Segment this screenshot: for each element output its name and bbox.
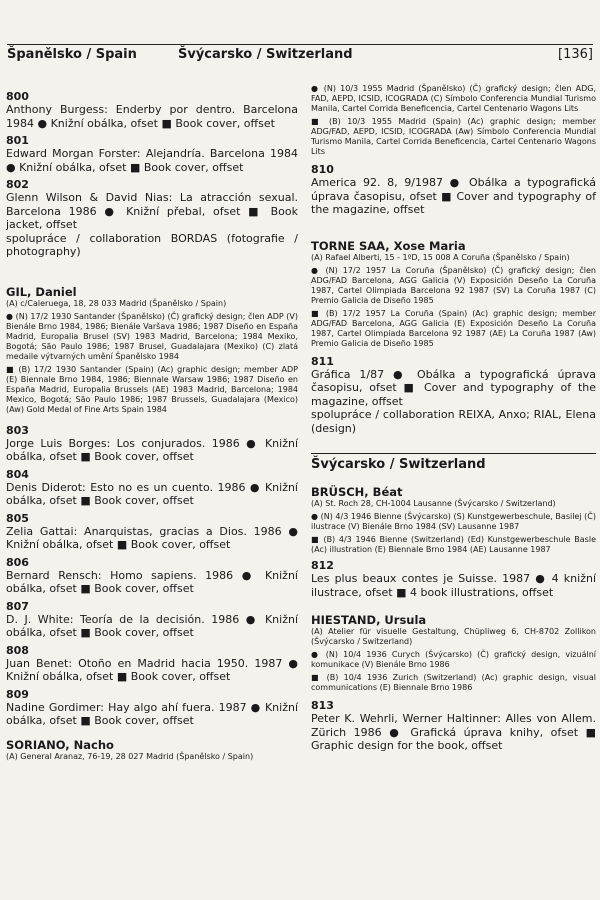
entry-number: 807 [6, 599, 29, 613]
designer-address: (A) Atelier für visuelle Gestaltung, Chüpliweg 6, CH-8702 Zollikon (Švýcarsko / Switzerland) [311, 627, 596, 646]
designer-name: SORIANO, Nacho [6, 737, 114, 752]
entry-text: Anthony Burgess: Enderby por dentro. Barcelona 1984 ● Knižní obálka, ofset ■ Book cover, offset [6, 103, 298, 130]
entry-text: Zelia Gattai: Anarquistas, gracias a Dios. 1986 ● Knižní obálka, ofset ■ Book cover, offset [6, 524, 298, 551]
designer-bio-czech: ● (N) 4/3 1946 Bienne (Švýcarsko) (S) Kunstgewerbeschule, Basilej (Č) ilustrace (V) Bienále Brno 1984 (SV) Lausanne 1987 [311, 512, 596, 531]
entry-number: 802 [6, 178, 29, 191]
entry-text: Edward Morgan Forster: Alejandría. Barcelona 1984 ● Knižní obálka, ofset ■ Book cover, offset [6, 147, 298, 174]
designer-name: BRÜSCH, Béat [311, 485, 403, 499]
entry-number: 810 [311, 163, 334, 176]
entry-number: 805 [6, 511, 29, 525]
designer-bio-english: ■ (B) 10/3 1955 Madrid (Spain) (Ac) graphic design; member ADG/FAD, AEPD, ICSID, ICOGRADA (Aw) Símbolo Conferencia Mundial Turismo Manila, Cartel Corrida Beneficencia, Cartel Centenario Wagons Lits [311, 117, 596, 156]
right-column [311, 84, 596, 753]
designer-name: HIESTAND, Ursula [311, 613, 427, 627]
entry-number: 806 [6, 555, 29, 569]
entry-number: 800 [6, 90, 29, 103]
entry-number: 809 [6, 687, 29, 701]
designer-bio-czech: ● (N) 17/2 1930 Santander (Španělsko) (Č) grafický design; člen ADP (V) Bienále Brno 1984, 1986; Bienále Varšava 1986; 1987 Diseño en España Madrid, Europalia Brusel (SV) 1983 Madrid, Barcelona; 1984 Mexiko, Bogotá; São Paulo 1986; 1987 Brusel, Guadalajara (Mexiko) (C) zlatá medaile výtvarných umění Španělsko 1984 [6, 311, 298, 361]
entry-number: 801 [6, 134, 29, 147]
entry-text: Gráfica 1/87 ● Obálka a typografická úprava časopisu, ofset ■ Cover and typography of the magazine, offset [311, 367, 596, 408]
entry-number: 803 [6, 423, 29, 437]
header-left-title: Španělsko / Spain [7, 47, 137, 62]
entry-number: 812 [311, 559, 334, 572]
left-column [6, 86, 298, 762]
entry-text: Juan Benet: Otoño en Madrid hacia 1950. 1987 ● Knižní obálka, ofset ■ Book cover, offset [6, 656, 298, 683]
entry-text: Les plus beaux contes je Suisse. 1987 ● 4 knižní ilustrace, ofset ■ 4 book illustrations, offset [311, 572, 596, 599]
entry-text: Jorge Luis Borges: Los conjurados. 1986 ● Knižní obálka, ofset ■ Book cover, offset [6, 436, 298, 463]
designer-address: (A) Rafael Alberti, 15 - 1ºD, 15 008 A Coruña (Španělsko / Spain) [311, 252, 570, 262]
section-heading: Švýcarsko / Switzerland [311, 453, 596, 473]
entry-text: Denis Diderot: Esto no es un cuento. 1986 ● Knižní obálka, ofset ■ Book cover, offset [6, 480, 298, 507]
entry-text: Glenn Wilson & David Nias: La atracción sexual. Barcelona 1986 ● Knižní přebal, ofset ■ Book jacket, offset [6, 191, 298, 231]
designer-bio-english: ■ (B) 17/2 1957 La Coruña (Spain) (Ac) graphic design; member ADG/FAD Barcelona, AGG Galicia (E) Exposición Deseño La Coruña 1987, Cartel Olimpiada Barcelona 92 1987 (AE) La Coruña 1987 (Aw) Premio Galicia de Diseño 1985 [311, 308, 596, 348]
entry-text: Nadine Gordimer: Hay algo ahí fuera. 1987 ● Knižní obálka, ofset ■ Book cover, offset [6, 700, 298, 727]
entry-text: Bernard Rensch: Homo sapiens. 1986 ● Knižní obálka, ofset ■ Book cover, offset [6, 568, 298, 595]
designer-bio-czech: ● (N) 10/3 1955 Madrid (Španělsko) (Č) grafický design; člen ADG, FAD, AEPD, ICSID, ICOGRADA (C) Símbolo Conferencia Mundial Turismo Manila, Cartel Corrida Beneficencia, Cartel Centenario Wagons Lits [311, 84, 596, 113]
entry-number: 811 [311, 354, 334, 368]
entry-text: America 92. 8, 9/1987 ● Obálka a typografická úprava časopisu, ofset ■ Cover and typography of the magazine, offset [311, 176, 596, 216]
page-number: [136] [558, 47, 593, 62]
entry-text: D. J. White: Teoría de la decisión. 1986 ● Knižní obálka, ofset ■ Book cover, offset [6, 612, 298, 639]
designer-bio-czech: ● (N) 10/4 1936 Curych (Švýcarsko) (Č) grafický design, vizuální komunikace (V) Bienále Brno 1986 [311, 650, 596, 669]
entry-collaboration: spolupráce / collaboration BORDAS (fotografie / photography) [6, 231, 298, 258]
designer-bio-english: ■ (B) 17/2 1930 Santander (Spain) (Ac) graphic design; member ADP (E) Biennale Brno 1984, 1986; Biennale Warsaw 1986; 1987 Diseño en España Madrid, Europalia Brussels (AE) 1983 Madrid, Barcelona; 1984 Mexico, Bogotá; São Paulo 1986; 1987 Brussels, Guadalajara (Mexico) (Aw) Gold Medal of Fine Arts Spain 1984 [6, 364, 298, 414]
entry-number: 804 [6, 467, 29, 481]
designer-name: TORNE SAA, Xose Maria [311, 238, 466, 253]
entry-collaboration: spolupráce / collaboration REIXA, Anxo; RIAL, Elena (design) [311, 408, 596, 435]
designer-address: (A) c/Caleruega, 18, 28 033 Madrid (Španělsko / Spain) [6, 298, 227, 308]
designer-address: (A) St. Roch 28, CH-1004 Lausanne (Švýcarsko / Switzerland) [311, 499, 556, 508]
designer-bio-english: ■ (B) 10/4 1936 Zurich (Switzerland) (Ac) graphic design, visual communications (E) Biennale Brno 1986 [311, 673, 596, 692]
header-center-title: Švýcarsko / Switzerland [178, 47, 353, 62]
designer-name: GIL, Daniel [6, 284, 77, 299]
page-header [7, 44, 593, 65]
designer-bio-czech: ● (N) 17/2 1957 La Coruña (Španělsko) (Č) grafický design; člen ADG/FAD Barcelona, AGG Galicia (V) Exposición Deseño La Coruña 1987, Cartel Olimpiada Barcelona 92 1987 (SV) La Coruña 1987 (C) Premio Galicia de Diseño 1985 [311, 265, 596, 305]
entry-number: 813 [311, 699, 334, 712]
entry-text: Peter K. Wehrli, Werner Haltinner: Alles von Allem. Zürich 1986 ● Grafická úprava knihy, ofset ■ Graphic design for the book, offset [311, 712, 596, 752]
entry-number: 808 [6, 643, 29, 657]
designer-bio-english: ■ (B) 4/3 1946 Bienne (Switzerland) (Ed) Kunstgewerbeschule Basle (Ac) illustration (E) Biennale Brno 1984 (AE) Lausanne 1987 [311, 535, 596, 554]
designer-address: (A) General Aranaz, 76-19, 28 027 Madrid (Španělsko / Spain) [6, 751, 254, 761]
